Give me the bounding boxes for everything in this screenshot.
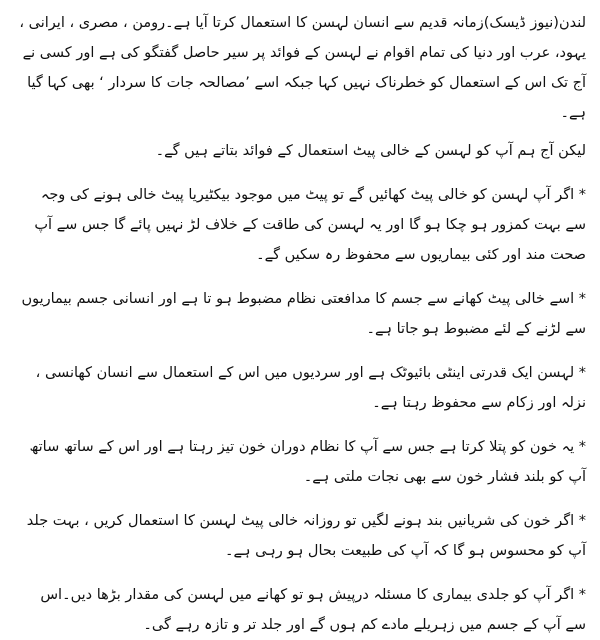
article-body	[18, 0, 586, 640]
benefit-paragraph-skin: * اگر آپ کو جلدی بیماری کا مسئلہ درپیش ہو تو کھانے میں لہسن کی مقدار بڑھا دیں۔اس سے آپ کے جسم میں زہریلے مادے کم ہوں گے اور جلد تر و تازہ رہے گی۔	[40, 587, 586, 633]
benefit-paragraph-blood: * یہ خون کو پتلا کرتا ہے جس سے آپ کا نظام دوران خون تیز رہتا ہے اور اس کے ساتھ ساتھ آپ کو بلند فشار خون سے بھی نجات ملتی ہے۔	[29, 439, 586, 485]
benefit-paragraph-immunity: * اسے خالی پیٹ کھانے سے جسم کا مدافعتی نظام مضبوط ہو تا ہے اور انسانی جسم بیماریوں سے لڑنے کے لئے مضبوط ہو جاتا ہے۔	[21, 291, 586, 337]
benefit-paragraph-arteries: * اگر خون کی شریانیں بند ہونے لگیں تو روزانہ خالی پیٹ لہسن کا استعمال کریں ، بہت جلد آپ کو محسوس ہو گا کہ آپ کی طبیعت بحال ہو رہی ہے۔	[26, 513, 586, 559]
intro-paragraph: لندن(نیوز ڈیسک)زمانہ قدیم سے انسان لہسن کا استعمال کرتا آیا ہے۔رومن ، مصری ، ایرانی ، یہود، عرب اور دنیا کی تمام اقوام نے لہسن کے فوائد پر سیر حاصل گفتگو کی ہے اور کسی نے آج تک اس کے استعمال کو خطرناک نہیں کہا جبکہ اسے ’مصالحہ جات کا سردار ‘ بھی کہا گیا ہے۔	[19, 15, 586, 121]
benefit-paragraph-antibiotic: * لہسن ایک قدرتی اینٹی بائیوٹک ہے اور سردیوں میں اس کے استعمال سے انسان کھانسی ، نزلہ اور زکام سے محفوظ رہتا ہے۔	[35, 365, 586, 411]
lead-paragraph: لیکن آج ہم آپ کو لہسن کے خالی پیٹ استعمال کے فوائد بتاتے ہیں گے۔	[155, 143, 586, 159]
benefit-paragraph-bacteria: * اگر آپ لہسن کو خالی پیٹ کھائیں گے تو پیٹ میں موجود بیکٹیریا پیٹ خالی ہونے کی وجہ سے بہت کمزور ہو چکا ہو گا اور یہ لہسن کی طاقت کے خلاف لڑ نہیں پائے گا جس سے آپ صحت مند اور کئی بیماریوں سے محفوظ رہ سکیں گے۔	[34, 187, 586, 263]
